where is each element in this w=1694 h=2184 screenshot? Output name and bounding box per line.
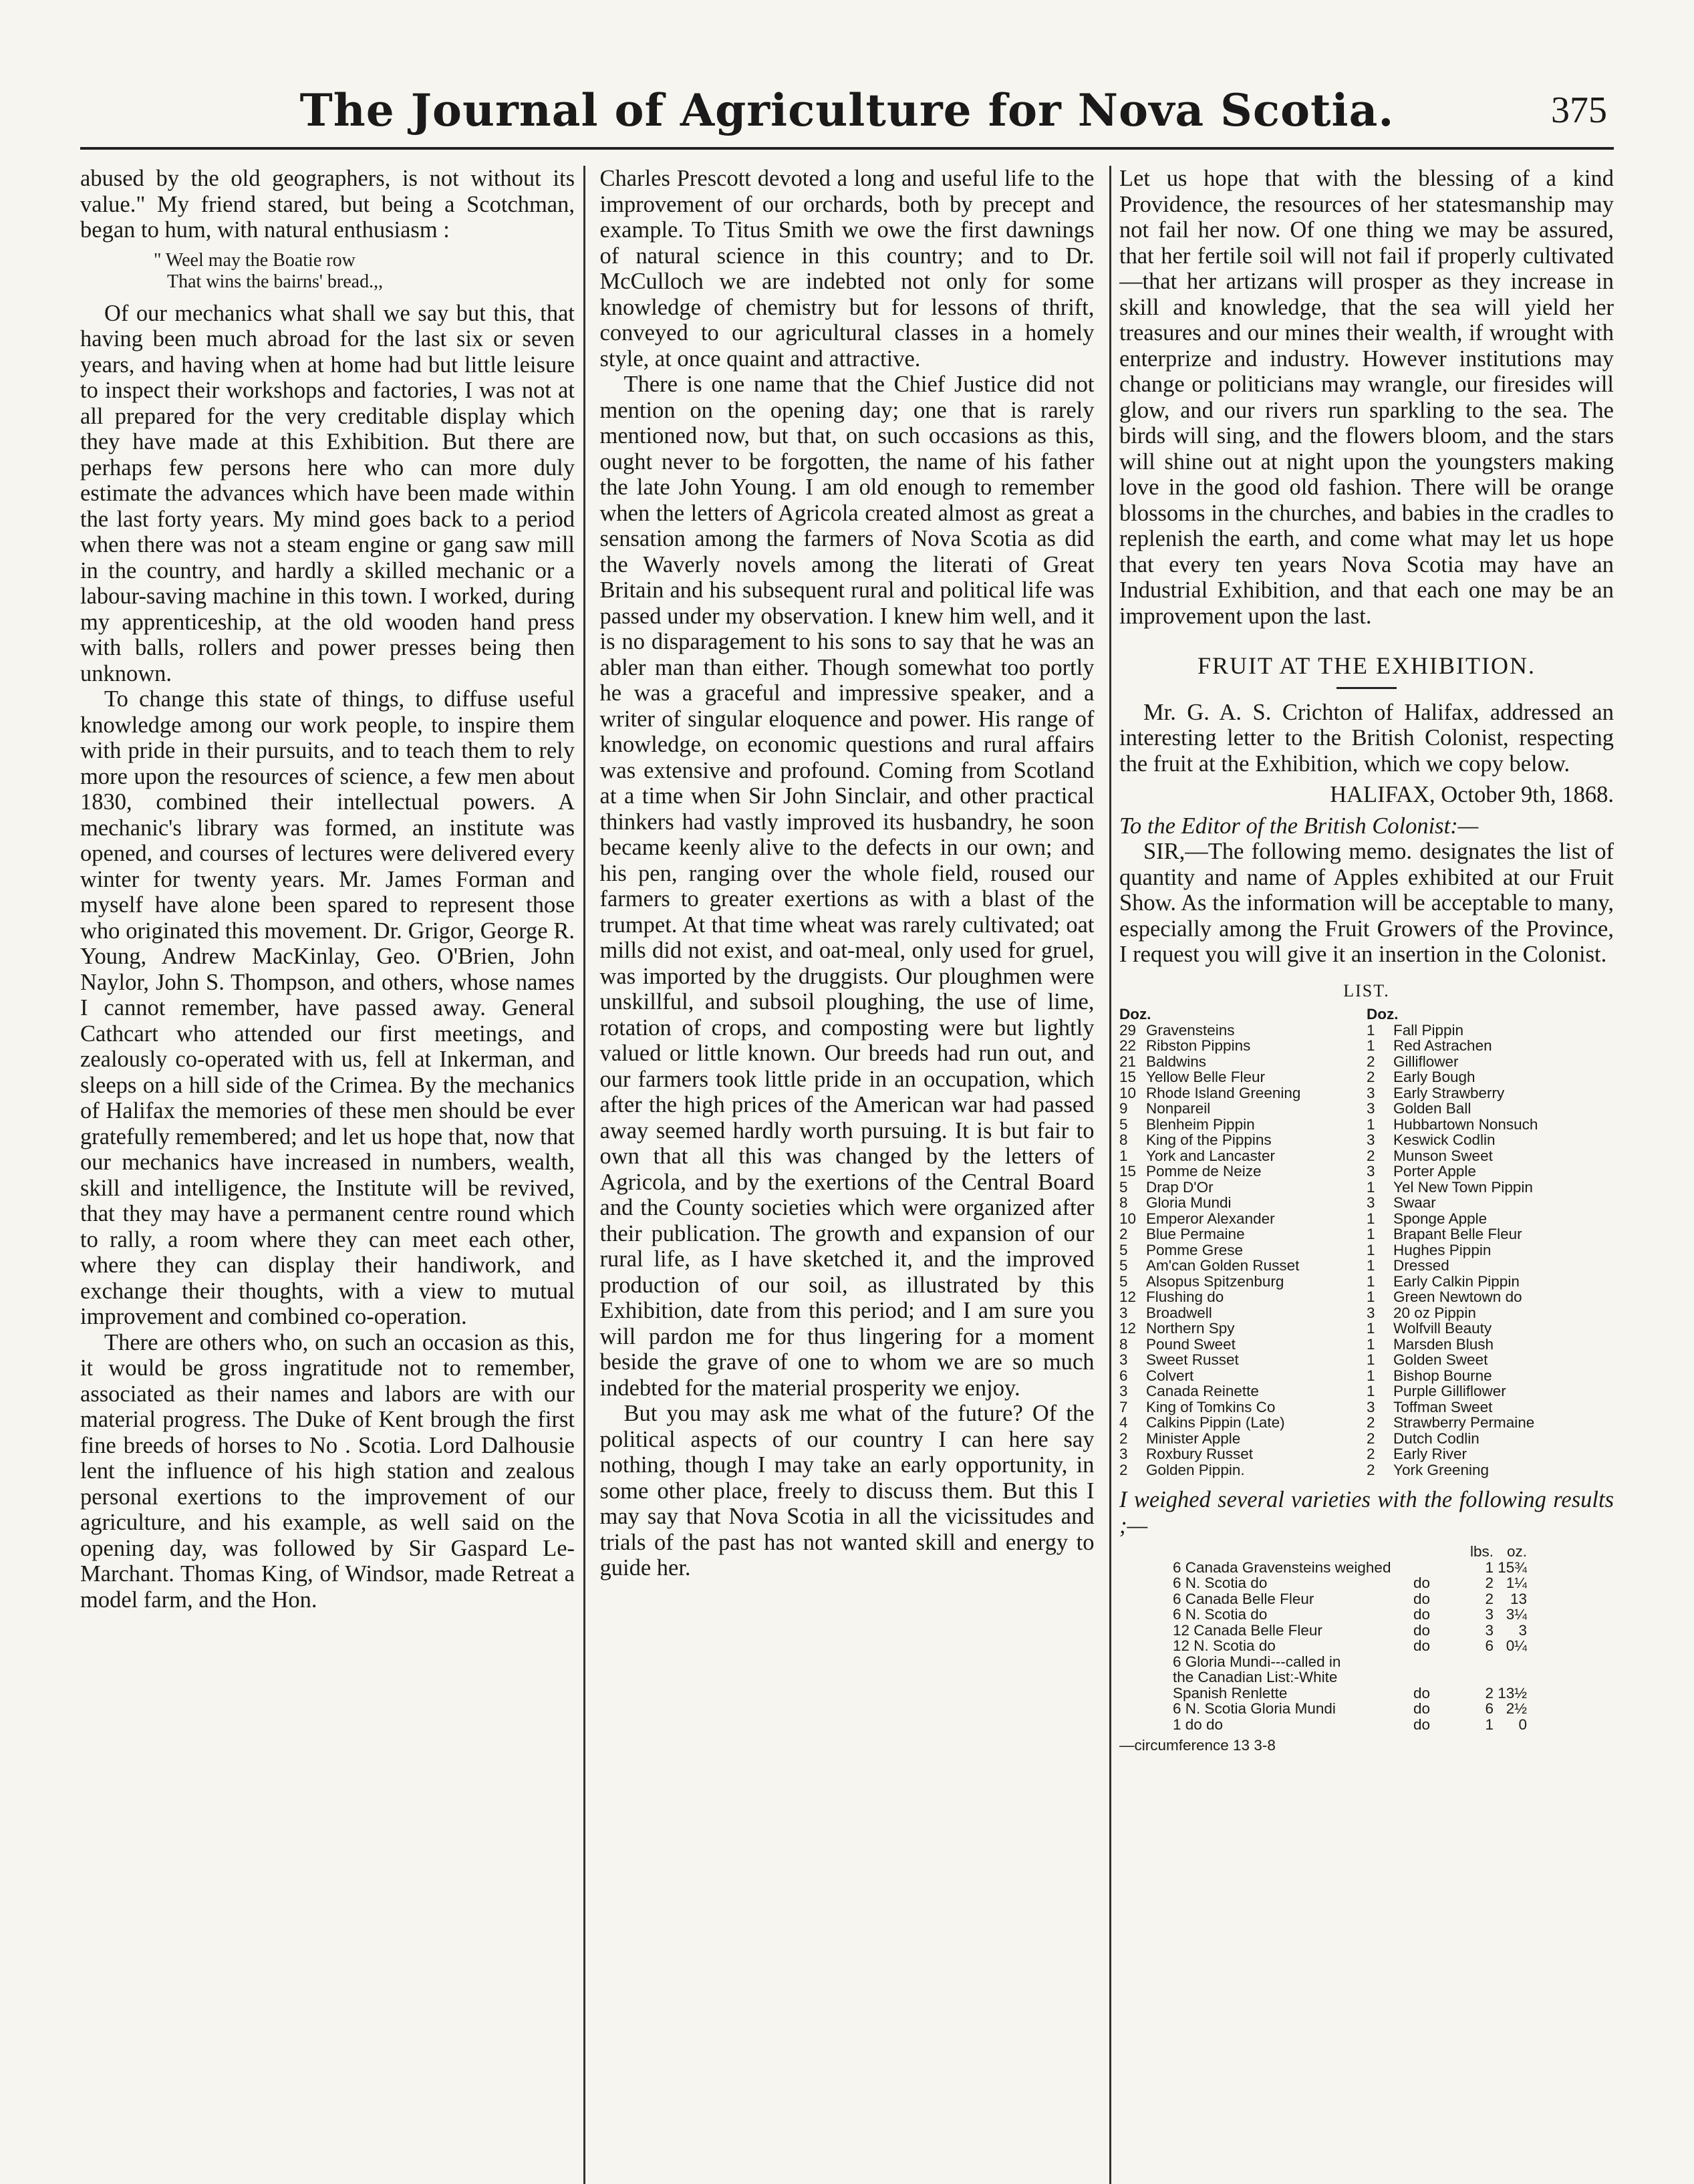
verse-line: " Weel may the Boatie row	[154, 249, 356, 271]
verse-line: That wins the bairns' bread.,,	[167, 271, 384, 292]
quantity: 8	[1119, 1131, 1128, 1148]
quantity: 2	[1367, 1429, 1375, 1447]
lbs-label: lbs.	[1469, 1543, 1494, 1560]
weight-do	[1413, 1669, 1467, 1685]
variety-name: Flushing do	[1146, 1288, 1224, 1305]
quantity: 10	[1119, 1210, 1137, 1227]
quantity: 21	[1119, 1053, 1137, 1070]
weight-oz: 2½	[1506, 1700, 1527, 1717]
weight-oz: 13½	[1498, 1684, 1527, 1701]
weight-lbs: 2	[1485, 1575, 1494, 1591]
variety-name: Baldwins	[1146, 1053, 1207, 1070]
variety-name: Golden Ball	[1393, 1100, 1471, 1117]
variety-name: Calkins Pippin (Late)	[1146, 1414, 1285, 1431]
list-item	[1119, 1226, 1367, 1242]
section-title: FRUIT AT THE EXHIBITION.	[1197, 652, 1536, 679]
quantity: 3	[1367, 1163, 1375, 1180]
weight-lbs: 3	[1485, 1621, 1494, 1639]
weight-name: 6 N. Scotia do	[1173, 1575, 1268, 1591]
circumference-note: —circumference 13 3-8	[1119, 1737, 1276, 1754]
variety-name: Bishop Bourne	[1393, 1367, 1492, 1384]
list-item	[1119, 1164, 1367, 1180]
paragraph: abused by the old geographers, is not without its value." My friend stared, but being a Scotchman, began to hum, with natural enthusiasm :	[80, 166, 575, 243]
list-item	[1367, 1383, 1614, 1399]
weight-lbs	[1467, 1669, 1494, 1685]
variety-name: Yel New Town Pippin	[1393, 1178, 1533, 1196]
quantity: 2	[1367, 1069, 1375, 1085]
salutation: To the Editor of the British Colonist:—	[1119, 813, 1479, 839]
running-head: The Journal of Agriculture for Nova Scotia.	[299, 84, 1395, 136]
weights-table	[1173, 1544, 1614, 1732]
quantity: 1	[1367, 1351, 1375, 1368]
list-item	[1367, 1274, 1614, 1290]
variety-name: Early Bough	[1393, 1069, 1475, 1085]
weight-lbs: 2	[1485, 1684, 1494, 1701]
weight-name: 6 N. Scotia Gloria Mundi	[1173, 1700, 1336, 1717]
paragraph: To change this state of things, to diffuse useful knowledge among our work people, to inspire them with pride in their pursuits, and to teach them to rely more upon the resources of science, a few men about 1830, combined their intellectual powers. A mechanic's library was formed, an institute was opened, and courses of lectures were delivered every winter for twenty years. Mr. James Forman and myself have alone been spared to represent those who originated this movement. Dr. Grigor, George R. Young, Andrew MacKinlay, Geo. O'Brien, John Naylor, John S. Thompson, and others, whose names I cannot remember, have passed away. General Cathcart who attended our first meetings, and zealously co-operated with us, fell at Inkerman, and sleeps on a hill side of the Crimea. By the mechanics of Halifax the memories of these men should be ever gratefully remembered; and let us hope that, now that our mechanics have increased in numbers, wealth, skill and intelligence, the Institute will be revived, that they may have a permanent centre round which to rally, a room where they can meet each other, where they can display their handiwork, and exchange their thoughts, with a view to mutual improvement and combined co-operation.	[80, 686, 575, 1329]
variety-name: Canada Reinette	[1146, 1383, 1259, 1399]
quantity: 3	[1119, 1304, 1128, 1321]
weight-do: do	[1413, 1590, 1431, 1607]
apple-list	[1119, 1006, 1614, 1478]
variety-name: Munson Sweet	[1393, 1147, 1493, 1164]
weight-name: 6 N. Scotia do	[1173, 1606, 1268, 1623]
list-item	[1367, 1069, 1614, 1085]
quantity: 5	[1119, 1272, 1128, 1290]
list-item	[1367, 1242, 1614, 1258]
list-item	[1119, 1305, 1367, 1321]
quantity: 2	[1367, 1414, 1375, 1431]
doz-label: Doz.	[1119, 1006, 1151, 1022]
variety-name: Roxbury Russet	[1146, 1446, 1254, 1462]
quantity: 3	[1367, 1304, 1375, 1321]
weight-lbs	[1467, 1654, 1494, 1670]
variety-name: Yellow Belle Fleur	[1146, 1069, 1266, 1085]
weight-name: 12 N. Scotia do	[1173, 1637, 1276, 1654]
weight-name: Spanish Renlette	[1173, 1684, 1288, 1701]
variety-name: Gilliflower	[1393, 1053, 1459, 1070]
weight-oz: 0¼	[1506, 1637, 1527, 1654]
weight-name: 6 Canada Belle Fleur	[1173, 1590, 1314, 1607]
weight-row	[1173, 1685, 1614, 1701]
list-item	[1367, 1258, 1614, 1274]
weight-lbs: 1	[1485, 1558, 1494, 1576]
quantity: 8	[1119, 1335, 1128, 1353]
list-header	[1119, 1006, 1367, 1022]
quantity: 5	[1119, 1241, 1128, 1258]
section-rule	[1336, 687, 1397, 689]
list-item	[1119, 1195, 1367, 1211]
quantity: 10	[1119, 1084, 1137, 1101]
oz-label: oz.	[1506, 1543, 1527, 1560]
quantity: 1	[1367, 1021, 1375, 1039]
variety-name: 20 oz Pippin	[1393, 1304, 1476, 1321]
list-item	[1367, 1289, 1614, 1305]
weight-do	[1413, 1560, 1467, 1576]
list-item	[1119, 1431, 1367, 1447]
quantity: 5	[1119, 1178, 1128, 1196]
list-item	[1119, 1069, 1367, 1085]
weight-name: 6 Canada Gravensteins weighed	[1173, 1558, 1391, 1576]
weight-row	[1173, 1607, 1614, 1623]
quantity: 1	[1367, 1210, 1375, 1227]
quantity: 1	[1367, 1272, 1375, 1290]
quantity: 3	[1367, 1131, 1375, 1148]
list-item	[1119, 1242, 1367, 1258]
variety-name: Nonpareil	[1146, 1100, 1211, 1117]
variety-name: Drap D'Or	[1146, 1178, 1214, 1196]
quantity: 12	[1119, 1320, 1137, 1337]
list-item	[1367, 1038, 1614, 1054]
list-item	[1367, 1132, 1614, 1148]
variety-name: Am'can Golden Russet	[1146, 1257, 1300, 1274]
weight-oz: 1¼	[1506, 1575, 1527, 1591]
list-item	[1119, 1289, 1367, 1305]
quantity: 1	[1367, 1226, 1375, 1242]
weight-do: do	[1413, 1700, 1431, 1717]
quantity: 1	[1367, 1335, 1375, 1353]
quantity: 22	[1119, 1037, 1137, 1054]
weight-row	[1173, 1717, 1614, 1733]
weight-do: do	[1413, 1621, 1431, 1639]
list-item	[1119, 1383, 1367, 1399]
variety-name: Green Newtown do	[1393, 1288, 1522, 1305]
list-item	[1119, 1085, 1367, 1101]
weight-lbs: 6	[1485, 1637, 1494, 1654]
weight-name: 1 do do	[1173, 1716, 1224, 1733]
variety-name: Gravensteins	[1146, 1021, 1235, 1039]
quantity: 1	[1367, 1367, 1375, 1384]
quantity: 4	[1119, 1414, 1128, 1431]
quantity: 1	[1367, 1178, 1375, 1196]
variety-name: Emperor Alexander	[1146, 1210, 1275, 1227]
quantity: 2	[1119, 1429, 1128, 1447]
quantity: 8	[1119, 1194, 1128, 1211]
variety-name: Strawberry Permaine	[1393, 1414, 1535, 1431]
paragraph: Let us hope that with the blessing of a kind Providence, the resources of her statesmanship may not fail her now. Of one thing we may be assured, that her fertile soil will not fail if properly cultivated—that her artizans will prosper as they increase in skill and knowledge, that the sea will yield her treasures and our mines their wealth, if wrought with enterprize and industry. However institutions may change or politicians may wrangle, our firesides will glow, and our rivers run sparkling to the sea. The birds will sing, and the flowers bloom, and the stars will shine out at night upon the youngsters making love in the good old fashion. There will be orange blossoms in the churches, and babies in the cradles to replenish the earth, and come what may let us hope that every ten years Nova Scotia may have an Industrial Exhibition, and that each one may be an improvement upon the last.	[1119, 166, 1614, 629]
list-item	[1119, 1352, 1367, 1368]
paragraph: Charles Prescott devoted a long and useful life to the improvement of our orchards, both by precept and example. To Titus Smith we owe the first dawnings of natural science in this country; and to Dr. McCulloch we are indebted not only for some knowledge of chemistry but for lessons of thrift, conveyed to our agricultural classes in a homely style, at once quaint and attractive.	[599, 166, 1095, 372]
weight-lbs: 1	[1485, 1716, 1494, 1733]
variety-name: Dressed	[1393, 1257, 1449, 1274]
list-item	[1119, 1337, 1367, 1353]
list-item	[1119, 1415, 1367, 1431]
list-item	[1119, 1274, 1367, 1290]
paragraph: SIR,—The following memo. designates the list of quantity and name of Apples exhibited at our Fruit Show. As the information will be acceptable to many, especially among the Fruit Growers of the Province, I request you will give it an insertion in the Colonist.	[1119, 839, 1614, 967]
list-title: LIST.	[1343, 980, 1390, 1000]
paragraph: Of our mechanics what shall we say but this, that having been much abroad for the last six or seven years, and having when at home had but little leisure to inspect their workshops and factories, I was not at all prepared for the very creditable display which they have made at this Exhibition. But there are perhaps few persons here who can more duly estimate the advances which have been made within the last forty years. My mind goes back to a period when there was not a steam engine or gang saw mill in the country, and hardly a skilled mechanic or a labour-saving machine in this town. I worked, during my apprenticeship, at the old wooden hand press with balls, rollers and power presses being then unknown.	[80, 300, 575, 686]
list-item	[1367, 1415, 1614, 1431]
weight-oz: 3	[1518, 1621, 1527, 1639]
quantity: 6	[1119, 1367, 1128, 1384]
variety-name: King of the Pippins	[1146, 1131, 1272, 1148]
list-item	[1367, 1305, 1614, 1321]
weight-oz: 0	[1518, 1716, 1527, 1733]
column-middle	[583, 166, 1111, 2184]
paragraph: There are others who, on such an occasion as this, it would be gross ingratitude not to remember, associated as their names and labors are with our material progress. The Duke of Kent brough the first fine breeds of horses to No . Scotia. Lord Dalhousie lent the influence of his high station and zealous personal exertions to the improvement of our agriculture, and his example, as well said on the opening day, was followed by Sir Gaspard Le-Marchant. Thomas King, of Windsor, made Retreat a model farm, and the Hon.	[80, 1329, 575, 1613]
verse	[80, 250, 575, 293]
quantity: 3	[1119, 1446, 1128, 1462]
weight-oz: 3¼	[1506, 1606, 1527, 1623]
column-left	[80, 166, 575, 2184]
list-item	[1367, 1446, 1614, 1462]
list-item	[1119, 1101, 1367, 1117]
variety-name: Early Calkin Pippin	[1393, 1272, 1520, 1290]
quantity: 5	[1119, 1115, 1128, 1133]
quantity: 1	[1367, 1241, 1375, 1258]
weight-name: 6 Gloria Mundi---called in	[1173, 1653, 1341, 1670]
list-item	[1119, 1117, 1367, 1133]
weight-name: 12 Canada Belle Fleur	[1173, 1621, 1322, 1639]
list-item	[1367, 1431, 1614, 1447]
variety-name: Ribston Pippins	[1146, 1037, 1251, 1054]
list-item	[1119, 1038, 1367, 1054]
quantity: 2	[1119, 1226, 1128, 1242]
quantity: 2	[1367, 1053, 1375, 1070]
variety-name: Hubbartown Nonsuch	[1393, 1115, 1538, 1133]
list-item	[1367, 1321, 1614, 1337]
variety-name: Pomme Grese	[1146, 1241, 1244, 1258]
weight-oz: 15¾	[1498, 1558, 1527, 1576]
list-item	[1367, 1180, 1614, 1196]
list-item	[1367, 1164, 1614, 1180]
weight-oz	[1494, 1654, 1527, 1670]
variety-name: Porter Apple	[1393, 1163, 1476, 1180]
quantity: 2	[1367, 1147, 1375, 1164]
weight-do: do	[1413, 1637, 1431, 1654]
variety-name: Northern Spy	[1146, 1320, 1235, 1337]
quantity: 1	[1367, 1383, 1375, 1399]
quantity: 15	[1119, 1069, 1137, 1085]
list-item	[1367, 1117, 1614, 1133]
weight-do: do	[1413, 1606, 1431, 1623]
apple-list-left	[1119, 1006, 1367, 1478]
weight-lbs: 3	[1485, 1606, 1494, 1623]
list-item	[1367, 1211, 1614, 1227]
quantity: 3	[1119, 1383, 1128, 1399]
variety-name: Golden Sweet	[1393, 1351, 1488, 1368]
paragraph: Mr. G. A. S. Crichton of Halifax, addressed an interesting letter to the British Colonist, respecting the fruit at the Exhibition, which we copy below.	[1119, 699, 1614, 777]
quantity: 1	[1367, 1257, 1375, 1274]
variety-name: Golden Pippin.	[1146, 1461, 1245, 1478]
quantity: 1	[1367, 1288, 1375, 1305]
paragraph: But you may ask me what of the future? Of the political aspects of our country I can here say nothing, though I may take an early opportunity, in some other place, freely to discuss them. But this I may say that Nova Scotia in all the vicissitudes and trials of the past has not wanted skill and energy to guide her.	[599, 1401, 1095, 1581]
weight-row	[1173, 1575, 1614, 1591]
list-item	[1367, 1085, 1614, 1101]
variety-name: Broadwell	[1146, 1304, 1212, 1321]
list-header	[1367, 1006, 1614, 1022]
dateline: HALIFAX, October 9th, 1868.	[1330, 782, 1614, 807]
page-number: 375	[1551, 90, 1607, 131]
quantity: 5	[1119, 1257, 1128, 1274]
weight-oz: 13	[1510, 1590, 1527, 1607]
weight-row	[1173, 1560, 1614, 1576]
list-item	[1119, 1054, 1367, 1070]
quantity: 2	[1367, 1461, 1375, 1478]
variety-name: York and Lancaster	[1146, 1147, 1276, 1164]
quantity: 2	[1119, 1461, 1128, 1478]
quantity: 9	[1119, 1100, 1128, 1117]
quantity: 3	[1367, 1100, 1375, 1117]
paragraph: I weighed several varieties with the following results ;—	[1119, 1487, 1614, 1538]
list-item	[1119, 1211, 1367, 1227]
quantity: 3	[1367, 1398, 1375, 1415]
variety-name: Swaar	[1393, 1194, 1436, 1211]
list-item	[1119, 1446, 1367, 1462]
list-item	[1367, 1148, 1614, 1164]
variety-name: Purple Gilliflower	[1393, 1383, 1506, 1399]
weights-header	[1173, 1544, 1614, 1560]
weight-do: do	[1413, 1716, 1431, 1733]
variety-name: Colvert	[1146, 1367, 1194, 1384]
variety-name: Early River	[1393, 1446, 1467, 1462]
weight-do	[1413, 1654, 1467, 1670]
list-item	[1367, 1337, 1614, 1353]
list-item	[1119, 1180, 1367, 1196]
weight-row	[1173, 1638, 1614, 1654]
variety-name: Hughes Pippin	[1393, 1241, 1492, 1258]
variety-name: Marsden Blush	[1393, 1335, 1494, 1353]
list-item	[1119, 1148, 1367, 1164]
apple-list-right	[1367, 1006, 1614, 1478]
variety-name: Sponge Apple	[1393, 1210, 1488, 1227]
variety-name: Dutch Codlin	[1393, 1429, 1479, 1447]
variety-name: Pomme de Neize	[1146, 1163, 1262, 1180]
quantity: 2	[1367, 1446, 1375, 1462]
variety-name: Minister Apple	[1146, 1429, 1241, 1447]
variety-name: Toffman Sweet	[1393, 1398, 1493, 1415]
variety-name: Blenheim Pippin	[1146, 1115, 1255, 1133]
doz-label: Doz.	[1367, 1006, 1399, 1022]
weight-row	[1173, 1623, 1614, 1639]
list-item	[1367, 1022, 1614, 1039]
variety-name: Alsopus Spitzenburg	[1146, 1272, 1284, 1290]
page-header	[80, 74, 1614, 150]
list-item	[1119, 1399, 1367, 1415]
weight-row	[1173, 1701, 1614, 1717]
weight-row	[1173, 1654, 1614, 1670]
quantity: 1	[1367, 1115, 1375, 1133]
weight-name: the Canadian List:-White	[1173, 1669, 1338, 1685]
weight-oz	[1494, 1669, 1527, 1685]
weight-row	[1173, 1669, 1614, 1685]
list-item	[1367, 1101, 1614, 1117]
list-item	[1367, 1054, 1614, 1070]
paragraph: There is one name that the Chief Justice did not mention on the opening day; one that is rarely mentioned now, but that, on such occasions as this, ought never to be forgotten, the name of his father the late John Young. I am old enough to remember when the letters of Agricola created almost as great a sensation among the farmers of Nova Scotia as did the Waverly novels among the literati of Great Britain and his subsequent rural and political life was passed under my observation. I knew him well, and it is no disparagement to his sons to say that he was an abler man than either. Though somewhat too portly he was a graceful and impressive speaker, and a writer of singular eloquence and power. His range of knowledge, on economic questions and rural affairs was extensive and profound. Coming from Scotland at a time when Sir John Sinclair, and other practical thinkers had vastly improved its husbandry, he soon became keenly alive to the defects in our own; and his pen, ranging over the whole field, roused our farmers to greater exertions as with a blast of the trumpet. At that time wheat was rarely cultivated; oat mills did not exist, and oat-meal, only used for gruel, was imported by the druggists. Our ploughmen were unskillful, and subsoil ploughing, the use of lime, rotation of crops, and composting were but lightly valued or little known. Our breeds had run out, and our farmers took little pride in an occupation, which after the high prices of the American war had passed away seemed hardly worth pursuing. It is but fair to own that all this was changed by the letters of Agricola, and by the exertions of the Central Board and the County societies which were organized after their publication. The growth and expansion of our rural life, as I have sketched it, and the improved production of our soil, as illustrated by this Exhibition, date from this period; and I am sure you will pardon me for thus lingering for a moment beside the grave of one to whom we are so much indebted for the material prosperity we enjoy.	[599, 372, 1095, 1401]
weight-lbs: 2	[1485, 1590, 1494, 1607]
quantity: 1	[1119, 1147, 1128, 1164]
quantity: 15	[1119, 1163, 1137, 1180]
list-item	[1367, 1462, 1614, 1478]
list-item	[1367, 1399, 1614, 1415]
variety-name: Fall Pippin	[1393, 1021, 1464, 1039]
quantity: 1	[1367, 1320, 1375, 1337]
weight-lbs: 6	[1485, 1700, 1494, 1717]
column-right	[1119, 166, 1614, 2184]
quantity: 3	[1367, 1084, 1375, 1101]
list-item	[1119, 1368, 1367, 1384]
list-item	[1367, 1195, 1614, 1211]
variety-name: Rhode Island Greening	[1146, 1084, 1301, 1101]
variety-name: York Greening	[1393, 1461, 1490, 1478]
quantity: 3	[1119, 1351, 1128, 1368]
columns	[80, 166, 1614, 2184]
quantity: 29	[1119, 1021, 1137, 1039]
variety-name: King of Tomkins Co	[1146, 1398, 1276, 1415]
variety-name: Early Strawberry	[1393, 1084, 1505, 1101]
variety-name: Keswick Codlin	[1393, 1131, 1496, 1148]
list-item	[1119, 1022, 1367, 1039]
list-item	[1367, 1352, 1614, 1368]
variety-name: Pound Sweet	[1146, 1335, 1236, 1353]
variety-name: Gloria Mundi	[1146, 1194, 1232, 1211]
variety-name: Sweet Russet	[1146, 1351, 1239, 1368]
list-item	[1367, 1226, 1614, 1242]
list-item	[1367, 1368, 1614, 1384]
list-item	[1119, 1462, 1367, 1478]
quantity: 7	[1119, 1398, 1128, 1415]
list-item	[1119, 1321, 1367, 1337]
weight-do: do	[1413, 1684, 1431, 1701]
quantity: 3	[1367, 1194, 1375, 1211]
variety-name: Wolfvill Beauty	[1393, 1320, 1492, 1337]
variety-name: Brapant Belle Fleur	[1393, 1226, 1522, 1242]
variety-name: Blue Permaine	[1146, 1226, 1245, 1242]
list-item	[1119, 1258, 1367, 1274]
list-item	[1119, 1132, 1367, 1148]
quantity: 12	[1119, 1288, 1137, 1305]
weight-do: do	[1413, 1575, 1431, 1591]
quantity: 1	[1367, 1037, 1375, 1054]
variety-name: Red Astrachen	[1393, 1037, 1492, 1054]
weight-row	[1173, 1591, 1614, 1607]
